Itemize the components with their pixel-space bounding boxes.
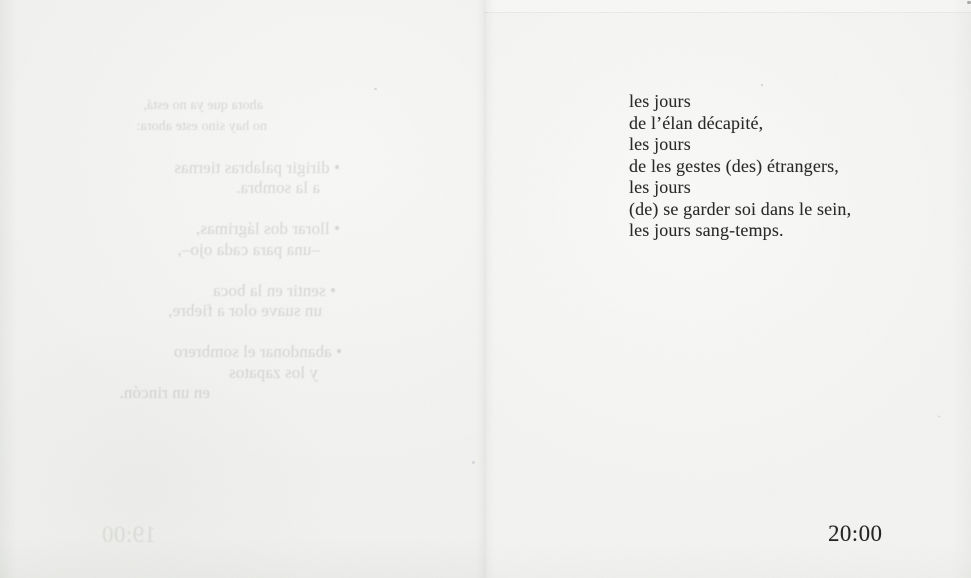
gutter-shadow — [476, 0, 494, 578]
poem-line: (de) se garder soi dans le sein, — [629, 198, 852, 219]
poem-text — [629, 91, 851, 242]
ghost-line: • llorar dos lágrimas, — [195, 219, 340, 238]
poem-line: les jours sang-temps. — [629, 220, 784, 240]
poem-line: les jours — [629, 134, 691, 154]
ghost-line: en un rincón. — [119, 383, 210, 402]
poem-line: les jours — [629, 91, 691, 111]
right-page — [484, 0, 971, 578]
poem-line: de les gestes (des) étrangers, — [629, 155, 839, 176]
ghost-line: –una para cada ojo–, — [177, 239, 320, 259]
poem-line: les jours — [629, 177, 691, 197]
ghost-bleedthrough-text — [88, 96, 348, 404]
ghost-line: • dirigir palabras tiernas — [174, 157, 340, 177]
ghost-line: y los zapatos — [228, 362, 318, 382]
poem-line: de l’élan décapité, — [629, 112, 764, 133]
ghost-line: un suave olor a fiebre, — [168, 301, 322, 320]
ghost-line: a la sombra. — [236, 178, 320, 197]
ghost-line: • abandonar el sombrero — [173, 342, 342, 361]
right-page-top-edge — [484, 0, 971, 13]
ghost-line: no hay sino este ahora: — [136, 118, 267, 134]
ghost-time-caption: 19:00 — [101, 522, 156, 547]
ghost-line: ahora que ya no está, — [143, 98, 263, 113]
ghost-line: • sentir en la boca — [212, 280, 336, 300]
time-caption: 20:00 — [828, 521, 883, 546]
